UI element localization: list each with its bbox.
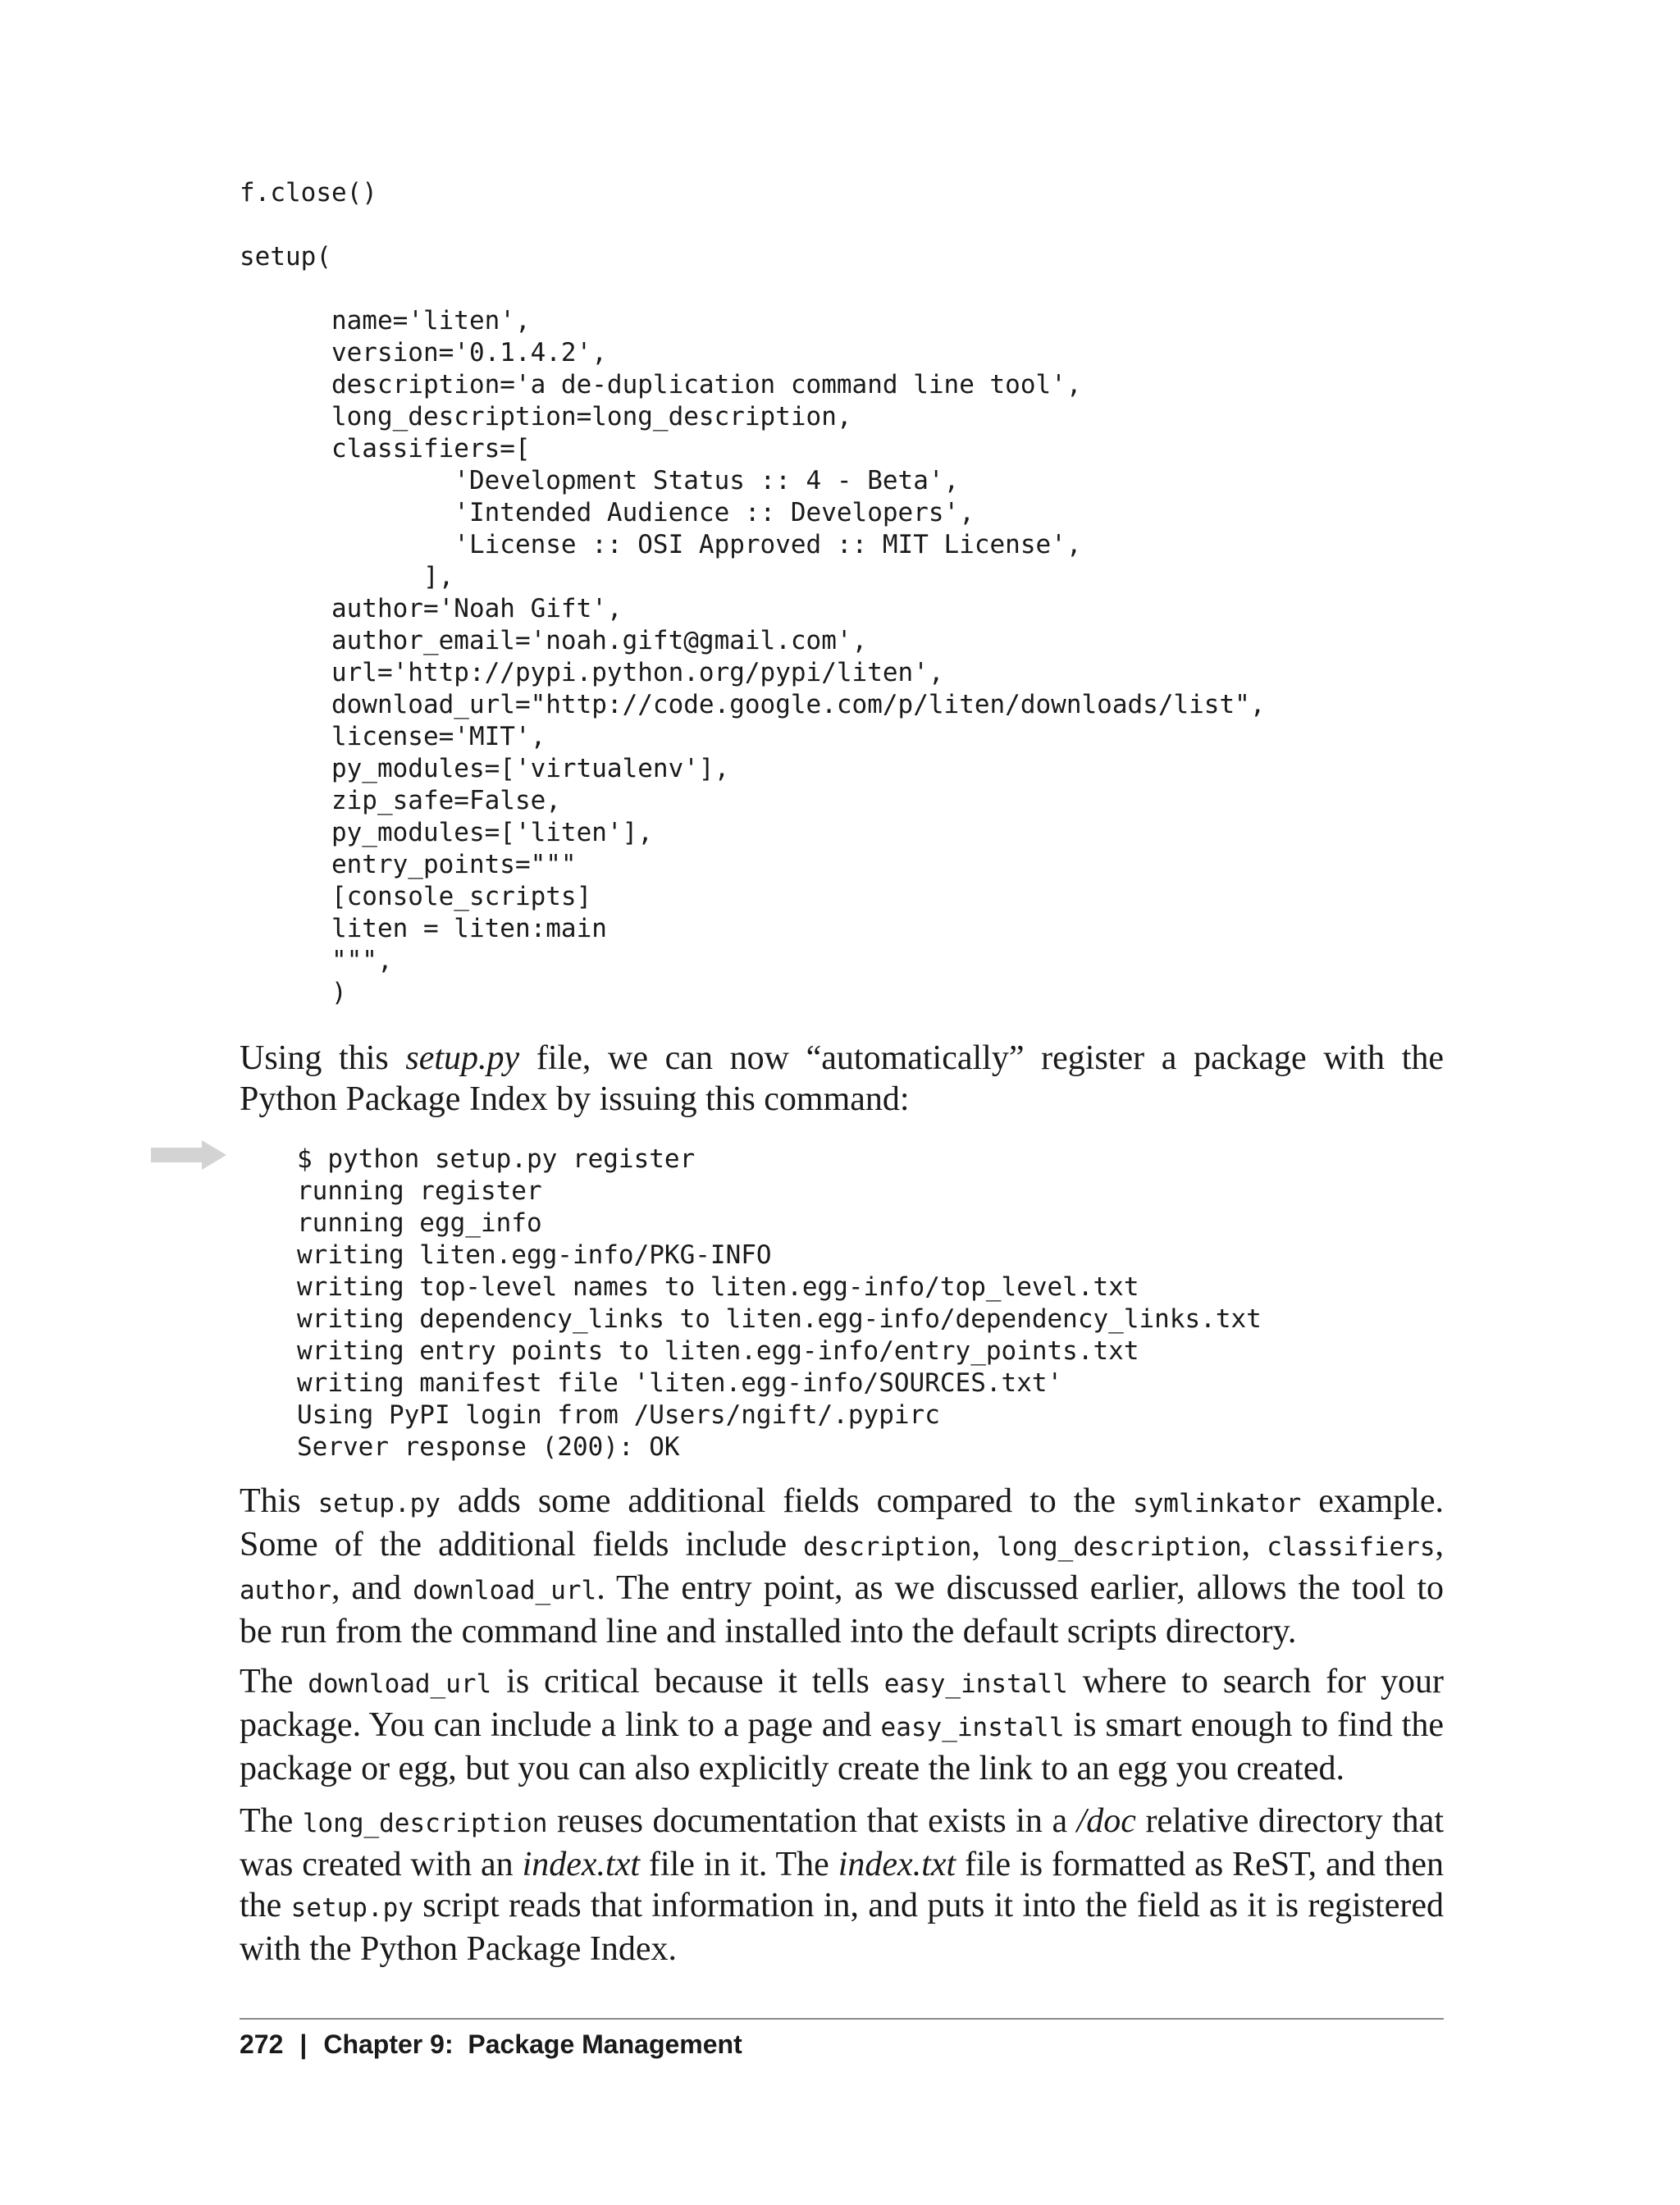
text: . The entry point, as we discussed earlier, allows the tool to be run from the command line and installed into the default scripts directory. bbox=[240, 1569, 1444, 1650]
footer-rule bbox=[240, 2018, 1444, 2020]
text: where to search for your package. You can include a link to a page and bbox=[240, 1663, 1444, 1744]
inline-code: setup.py bbox=[290, 1893, 413, 1923]
paragraph-register-intro bbox=[240, 1038, 1444, 1120]
text: The bbox=[240, 1663, 308, 1701]
text: file in it. The bbox=[640, 1846, 838, 1883]
inline-code: setup.py bbox=[317, 1489, 441, 1518]
filename: setup.py bbox=[405, 1039, 520, 1077]
inline-code: description bbox=[803, 1532, 972, 1562]
inline-code: long_description bbox=[997, 1532, 1242, 1562]
text: The bbox=[240, 1802, 303, 1840]
paragraph-long-description bbox=[240, 1801, 1444, 1970]
text: , and bbox=[331, 1569, 413, 1607]
page-number: 272 bbox=[240, 2029, 284, 2059]
inline-code: long_description bbox=[302, 1809, 548, 1838]
text: Using this bbox=[240, 1039, 406, 1077]
setup-code-block: f.close() setup( name='liten', version='0.1.4.2', description='a de-duplication command line tool', long_description=long_description, classifiers=[ 'Development Status :: 4 - Beta', 'Intended Audience :: Developers', 'License :: OSI Approved :: MIT License', ], author='Noah Gift', author_email='noah.gift@gmail.com', url='http://pypi.python.org/pypi/liten', download_url="http://code.google.com/p/liten/downloads/list", license='MIT', py_modules=['virtualenv'], zip_safe=False, py_modules=['liten'], entry_points=""" [console_scripts] liten = liten:main """, ) bbox=[240, 178, 1266, 1007]
text: relative directory that was created with an bbox=[240, 1802, 1444, 1883]
paragraph-download-url bbox=[240, 1661, 1444, 1789]
text: adds some additional fields compared to the bbox=[440, 1482, 1133, 1520]
inline-code: easy_install bbox=[880, 1713, 1065, 1742]
right-arrow-icon bbox=[151, 1140, 226, 1170]
filename: index.txt bbox=[522, 1846, 641, 1883]
text: reuses documentation that exists in a bbox=[547, 1802, 1077, 1840]
text: This bbox=[240, 1482, 318, 1520]
text: is smart enough to find the package or egg, but you can also explicitly create the link to an egg you created. bbox=[240, 1706, 1444, 1787]
inline-code: easy_install bbox=[883, 1669, 1068, 1699]
text: , bbox=[1435, 1526, 1445, 1564]
text: file, we can now “automatically” register a package with the Python Package Index by issuing this command: bbox=[240, 1039, 1445, 1118]
register-output-code-block: $ python setup.py register running register running egg_info writing liten.egg-info/PKG-INFO writing top-level names to liten.egg-info/top_level.txt writing dependency_links to liten.egg-info/dependency_links.txt writing entry points to liten.egg-info/entry_points.txt writing manifest file 'liten.egg-info/SOURCES.txt' Using PyPI login from /Users/ngift/.pypirc Server response (200): OK bbox=[297, 1144, 1262, 1462]
chapter-title: Chapter 9: Package Management bbox=[323, 2029, 742, 2059]
paragraph-additional-fields bbox=[240, 1481, 1444, 1652]
path: /doc bbox=[1076, 1802, 1136, 1840]
text: file is formatted as ReST, and then the bbox=[240, 1846, 1444, 1924]
page-footer bbox=[240, 2028, 742, 2061]
footer-separator: | bbox=[299, 2029, 308, 2059]
inline-code: download_url bbox=[413, 1576, 597, 1605]
text: , bbox=[1241, 1526, 1267, 1564]
text: script reads that information in, and puts it into the field as it is registered with the Python Package Index. bbox=[240, 1887, 1444, 1968]
text: example. Some of the additional fields include bbox=[240, 1482, 1445, 1564]
inline-code: classifiers bbox=[1267, 1532, 1436, 1562]
text: is critical because it tells bbox=[491, 1663, 884, 1701]
inline-code: author bbox=[240, 1576, 331, 1605]
text: , bbox=[971, 1526, 998, 1564]
inline-code: download_url bbox=[308, 1669, 492, 1699]
filename: index.txt bbox=[838, 1846, 956, 1883]
inline-code: symlinkator bbox=[1132, 1489, 1302, 1518]
